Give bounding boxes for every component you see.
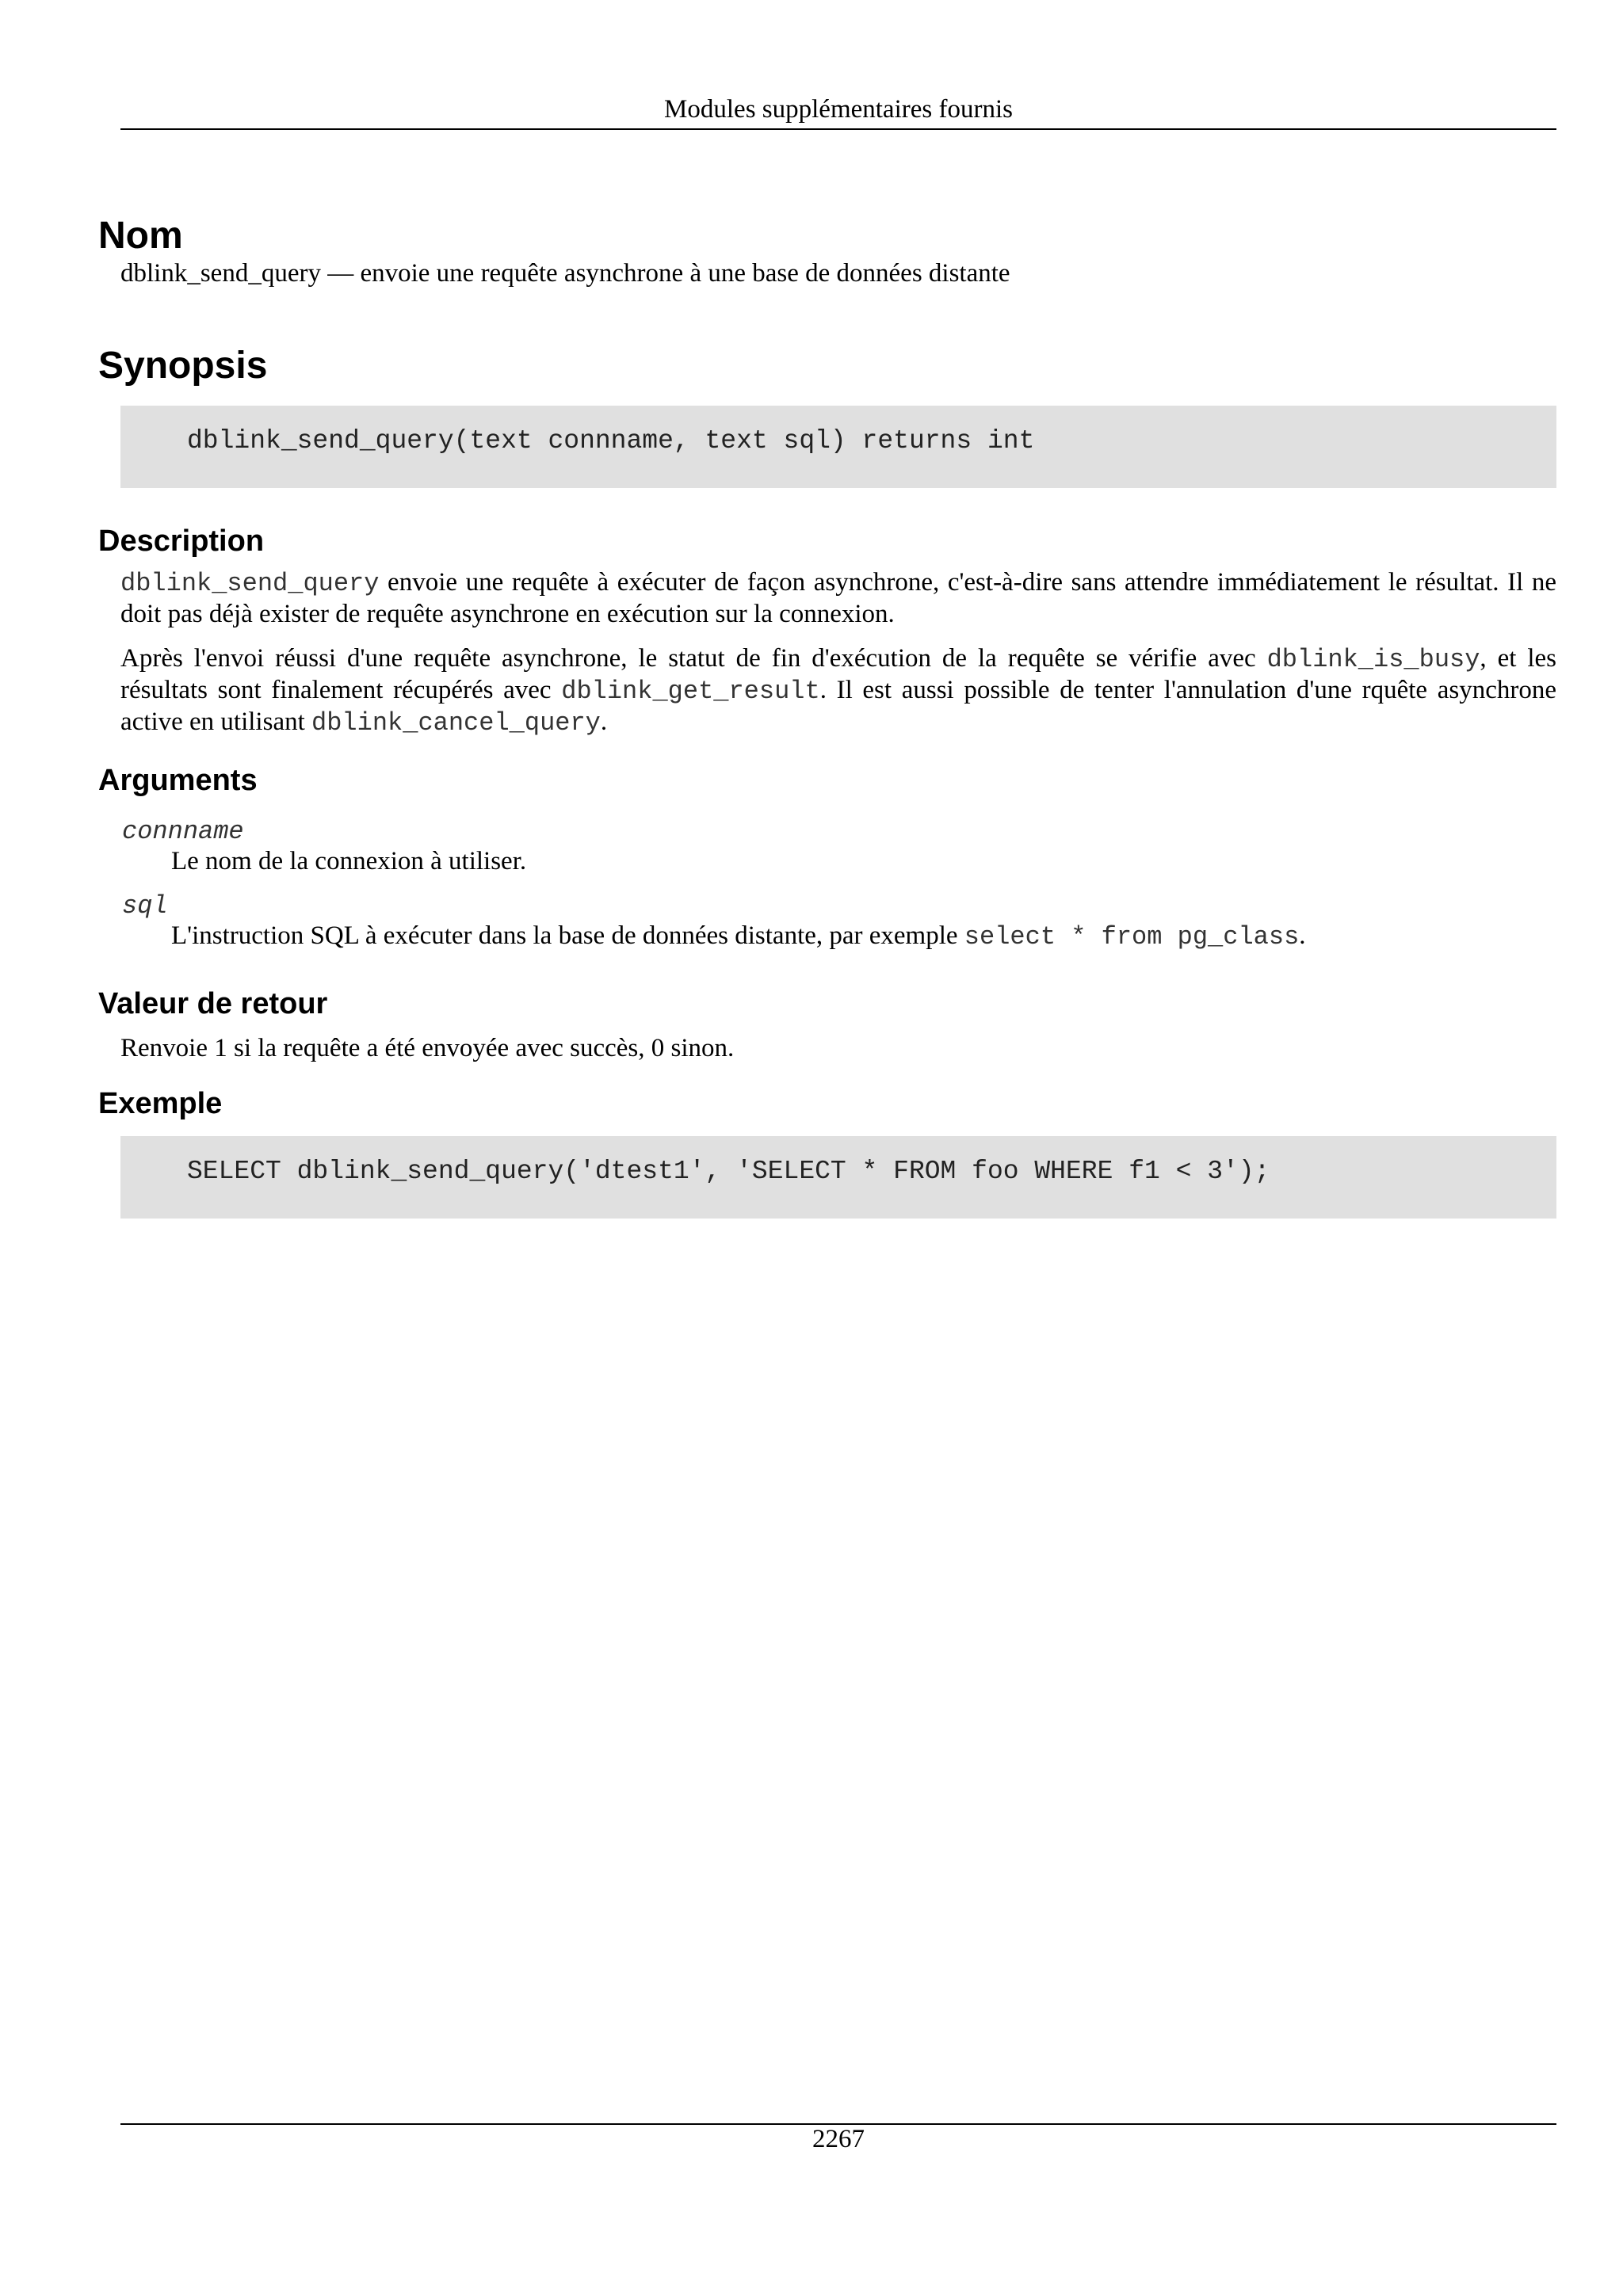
argument-term-connname: connname xyxy=(122,817,244,846)
retour-text: Renvoie 1 si la requête a été envoyée avec succès, 0 sinon. xyxy=(120,1034,735,1062)
description-p1-text: envoie une requête à exécuter de façon asynchrone, c'est-à-dire sans attendre immédiatement le résultat. Il ne doit pas déjà exister de requête asynchrone en exécution sur la connexion. xyxy=(120,568,1556,628)
exemple-heading: Exemple xyxy=(98,1087,223,1120)
exemple-code: SELECT dblink_send_query('dtest1', 'SELECT * FROM foo WHERE f1 < 3'); xyxy=(120,1136,1556,1219)
page-number: 2267 xyxy=(812,2125,865,2153)
description-p2-text-a: Après l'envoi réussi d'une requête asynchrone, le statut de fin d'exécution de la requête se vérifie avec xyxy=(120,644,1267,673)
argument-def-sql xyxy=(98,921,1556,952)
arguments-heading: Arguments xyxy=(98,764,258,797)
arguments-list xyxy=(98,818,1556,952)
code-dblink-get-result: dblink_get_result xyxy=(561,677,820,706)
description-paragraph-1 xyxy=(98,567,1556,629)
code-dblink-send-query: dblink_send_query xyxy=(120,569,380,598)
header-rule xyxy=(120,128,1556,130)
argument-term-sql: sql xyxy=(122,891,168,921)
description-p2-text-d: . xyxy=(600,707,608,736)
argument-def-sql-end: . xyxy=(1299,921,1306,950)
argument-def-sql-text: L'instruction SQL à exécuter dans la base de données distante, par exemple xyxy=(171,921,964,950)
retour-heading: Valeur de retour xyxy=(98,987,328,1020)
description-heading: Description xyxy=(98,524,265,558)
nom-heading: Nom xyxy=(98,215,183,257)
argument-def-connname: Le nom de la connexion à utiliser. xyxy=(171,847,527,875)
synopsis-heading: Synopsis xyxy=(98,345,268,387)
synopsis-code: dblink_send_query(text connname, text sql) returns int xyxy=(120,406,1556,488)
code-dblink-is-busy: dblink_is_busy xyxy=(1266,645,1480,674)
code-select-example: select * from pg_class xyxy=(964,922,1300,952)
page-content xyxy=(98,214,1556,1219)
code-dblink-cancel-query: dblink_cancel_query xyxy=(311,708,601,738)
running-header: Modules supplémentaires fournis xyxy=(664,95,1013,124)
nom-text: dblink_send_query — envoie une requête asynchrone à une base de données distante xyxy=(120,259,1010,288)
description-paragraph-2 xyxy=(98,643,1556,738)
description-p2-text-c: . Il est aussi possible de tenter l'annulation d'une rquête asynchrone active en utilisant xyxy=(120,676,1557,736)
description-p2-text-b: , et les résultats sont finalement récupérés avec xyxy=(120,644,1556,704)
